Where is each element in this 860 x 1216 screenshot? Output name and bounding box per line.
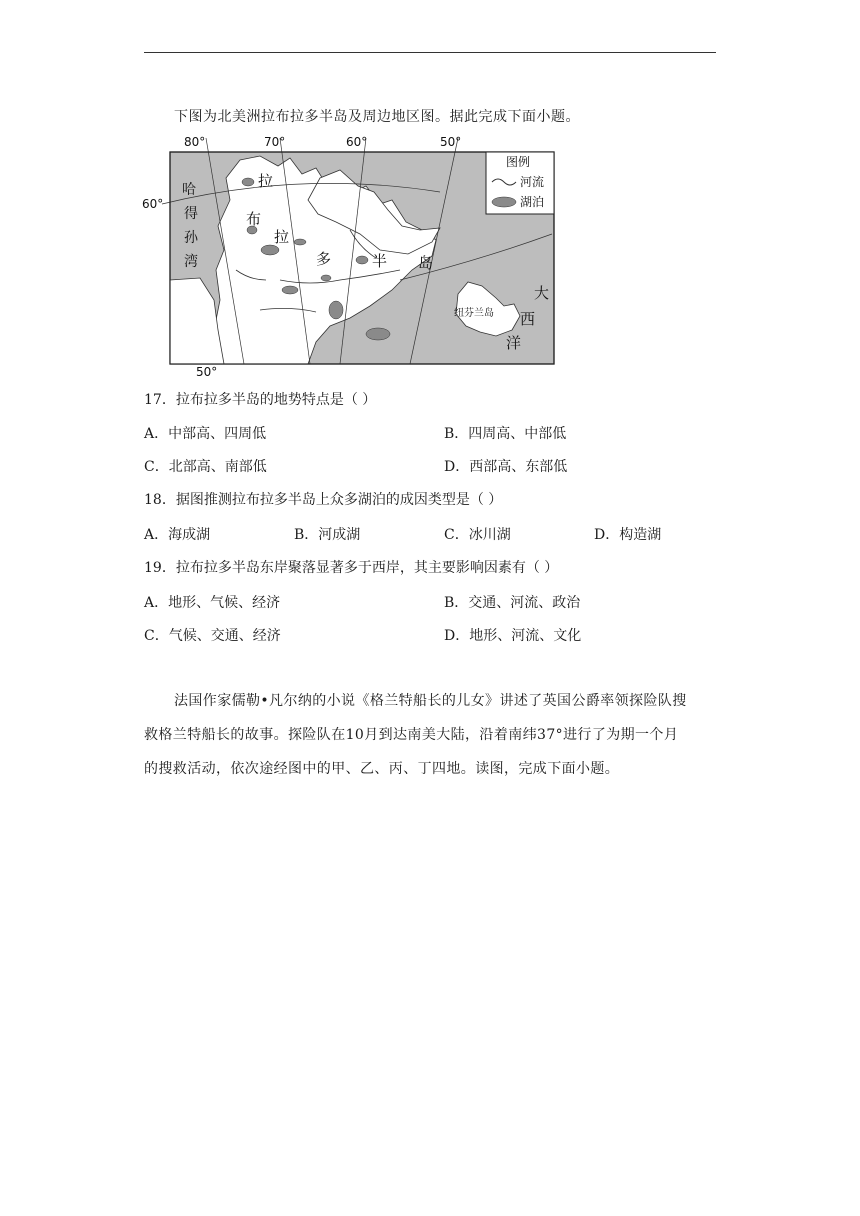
map-legend-title: 图例	[506, 155, 531, 169]
q19-option-a: A．地形、气候、经济	[144, 595, 281, 611]
q19-option-c: C．气候、交通、经济	[144, 628, 281, 644]
map-lake	[261, 245, 279, 255]
hudson-char: 得	[184, 206, 198, 222]
map-legend-river: 河流	[520, 175, 545, 189]
lat-label-50: 50°	[196, 365, 218, 379]
atlantic-char: 洋	[506, 334, 522, 352]
map-lake	[242, 178, 254, 186]
q17-option-c: C．北部高、南部低	[144, 459, 267, 475]
map-lake	[294, 239, 306, 245]
q18-option-c: C．冰川湖	[444, 527, 511, 543]
newfoundland-label: 纽芬兰岛	[454, 308, 494, 319]
labrador-char: 布	[246, 210, 262, 228]
q19-option-d: D．地形、河流、文化	[444, 628, 582, 644]
map-legend-lake-symbol	[492, 197, 516, 207]
lon-label-60: 60°	[346, 135, 368, 149]
lon-label-70: 70°	[264, 135, 286, 149]
atlantic-char: 大	[534, 284, 550, 302]
map-lake	[366, 328, 390, 340]
map-lake	[321, 275, 331, 281]
passage-line: 的搜救活动，依次途经图中的甲、乙、丙、丁四地。读图，完成下面小题。	[144, 761, 620, 777]
question-19-stem: 19．拉布拉多半岛东岸聚落显著多于西岸，其主要影响因素有（ ）	[144, 560, 559, 576]
q19-option-b: B．交通、河流、政治	[444, 595, 581, 611]
q17-option-d: D．西部高、东部低	[444, 459, 568, 475]
atlantic-char: 西	[520, 310, 536, 328]
intro-text: 下图为北美洲拉布拉多半岛及周边地区图。据此完成下面小题。	[174, 109, 580, 125]
question-17-stem: 17．拉布拉多半岛的地势特点是（ ）	[144, 392, 377, 408]
map-lake	[282, 286, 298, 294]
question-18-stem: 18．据图推测拉布拉多半岛上众多湖泊的成因类型是（ ）	[144, 492, 503, 508]
map-lake	[329, 301, 343, 319]
q17-option-b: B．四周高、中部低	[444, 426, 567, 442]
q18-option-a: A．海成湖	[144, 527, 211, 543]
passage-line: 救格兰特船长的故事。探险队在10月到达南美大陆，沿着南纬37°进行了为期一个月	[144, 727, 679, 743]
q18-option-b: B．河成湖	[294, 527, 361, 543]
q18-option-d: D．构造湖	[594, 527, 662, 543]
hudson-char: 孙	[184, 230, 198, 246]
hudson-char: 哈	[182, 182, 196, 198]
map-lake	[356, 256, 368, 264]
labrador-char: 拉	[274, 228, 290, 246]
map-legend-lake: 湖泊	[520, 195, 545, 209]
labrador-char: 岛	[418, 254, 434, 272]
labrador-char: 半	[372, 252, 388, 270]
lat-label-60: 60°	[142, 197, 164, 211]
lon-label-50: 50°	[440, 135, 462, 149]
hudson-char: 湾	[184, 254, 198, 270]
labrador-char: 拉	[258, 172, 274, 190]
passage-paragraph	[144, 684, 720, 786]
passage-line: 法国作家儒勒•凡尔纳的小说《格兰特船长的儿女》讲述了英国公爵率领探险队搜	[174, 693, 687, 709]
labrador-map	[140, 130, 570, 380]
q17-option-a: A．中部高、四周低	[144, 426, 267, 442]
lon-label-80: 80°	[184, 135, 206, 149]
header-rule	[144, 52, 716, 53]
labrador-char: 多	[316, 250, 332, 268]
